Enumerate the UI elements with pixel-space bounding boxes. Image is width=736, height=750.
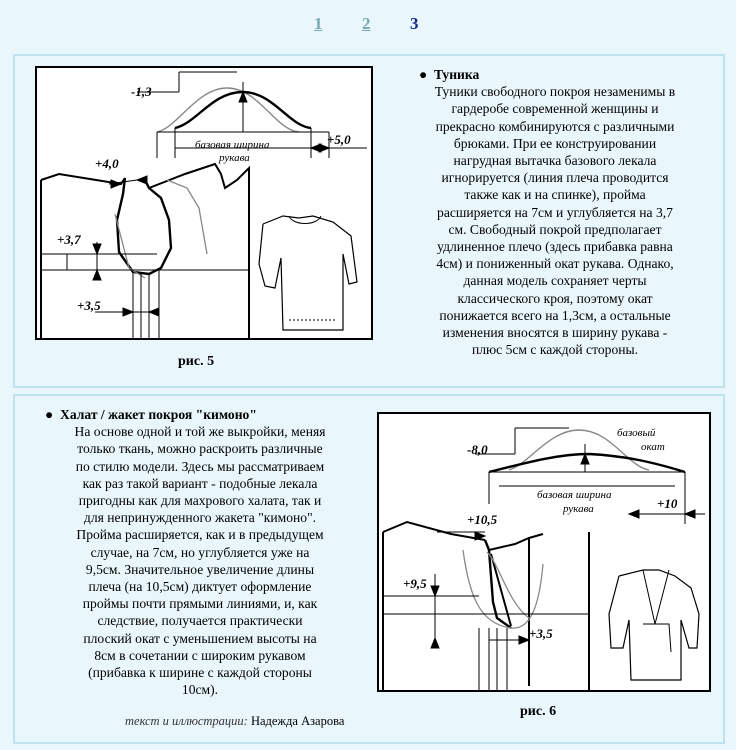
dim-shoulder-label: +10,5 [467,512,498,527]
text-line: плеча (на 10,5см) диктует оформление [88,579,312,595]
credit-label: текст и иллюстрации: [125,714,248,728]
base-label-1: базовый [617,427,656,439]
tunic-description [405,66,705,358]
tunic-body [405,83,705,358]
dim-width-label: +3,5 [529,626,553,641]
pagination [0,14,736,38]
sleeve-label-1: базовая ширина [537,489,612,501]
kimono-body [45,423,355,698]
text-line: плоский окат с уменьшением высоты на [83,630,317,646]
text-line: расширяется на 7см и углубляется на 3,7 [437,204,673,220]
text-line: для непринужденного жакета "кимоно". [83,510,317,526]
credit-line [125,714,344,729]
bullet: ● [45,407,61,422]
dim-width-label: +3,5 [77,298,101,313]
tunic-title: Туника [434,67,480,82]
text-line: 4см) и пониженный окат рукава. Однако, [436,256,674,272]
kimono-title: Халат / жакет покроя "кимоно" [60,407,257,422]
text-line: На основе одной и той же выкройки, меняя [74,424,326,440]
figure-5-caption: рис. 5 [178,354,215,369]
text-line: плюс 5см с каждой стороны. [471,342,639,358]
text-line: классического кроя, поэтому окат [457,290,653,306]
dim-shoulder-label: +4,0 [95,156,119,171]
page-link-2[interactable]: 2 [362,14,371,33]
dim-top-label: -8,0 [467,442,488,457]
dim-depth-label: +3,7 [57,232,81,247]
kimono-description [45,406,355,698]
dim-top-label: -1,3 [131,84,152,99]
section-kimono [13,394,725,744]
text-line: 9,5см. Значительное увеличение длины [85,561,315,577]
text-line: по стилю модели. Здесь мы рассматриваем [75,458,325,474]
bullet: ● [419,67,435,82]
text-line: нагрудная вытачка базового лекала [453,153,657,169]
kimono-pattern-drawing [379,414,709,690]
sleeve-label-1: базовая ширина [195,139,270,151]
figure-5-pattern [35,66,373,340]
text-line: см. Свободный покрой предполагает [448,221,662,237]
figure-6-caption: рис. 6 [520,704,557,719]
dim-depth-label: +9,5 [403,576,427,591]
credit-author: Надежда Азарова [250,714,345,728]
page-current-3: 3 [410,14,419,33]
text-line: Туники свободного покроя незаменимы в [434,84,676,100]
text-line: понижается всего на 1,3см, а остальные [439,307,671,323]
dim-right-label: +5,0 [327,132,351,147]
text-line: следствие, получается практически [97,613,303,629]
text-line: данная модель сохраняет черты [463,273,647,289]
text-line: удлиненное плечо (здесь прибавка равна [437,239,673,255]
text-line: Пройма расширяется, как и в предыдущем [76,527,324,543]
tunic-pattern-drawing [37,68,371,338]
text-line: прекрасно комбинируются с различными [435,118,675,134]
text-line: 10см). [181,682,219,698]
text-line: гардеробе современной женщины и [451,101,659,117]
text-line: также как и на спинке), пройма [464,187,646,203]
text-line: как раз такой вариант - подобные лекала [82,475,318,491]
text-line: только ткань, можно раскроить различные [77,441,323,457]
page-link-1[interactable]: 1 [314,14,323,33]
text-line: пригодны как для махрового халата, так и [78,493,322,509]
base-label-2: окат [641,441,665,453]
text-line: 8см в сочетании с широким рукавом [94,647,306,663]
text-line: брюками. При ее конструировании [453,135,657,151]
text-line: проймы почти прямыми линиями, и, как [82,596,318,612]
sleeve-label-2: рукава [219,152,250,164]
figure-6-pattern [377,412,711,692]
sleeve-label-2: рукава [563,503,594,515]
text-line: (прибавка к ширине с каждой стороны [88,665,312,681]
section-tunic [13,54,725,388]
text-line: случае, на 7см, но углубляется уже на [90,544,310,560]
text-line: игнорируется (линия плеча проводится [441,170,669,186]
text-line: изменения вносятся в ширину рукава - [442,325,668,341]
dim-right-label: +10 [657,496,678,511]
